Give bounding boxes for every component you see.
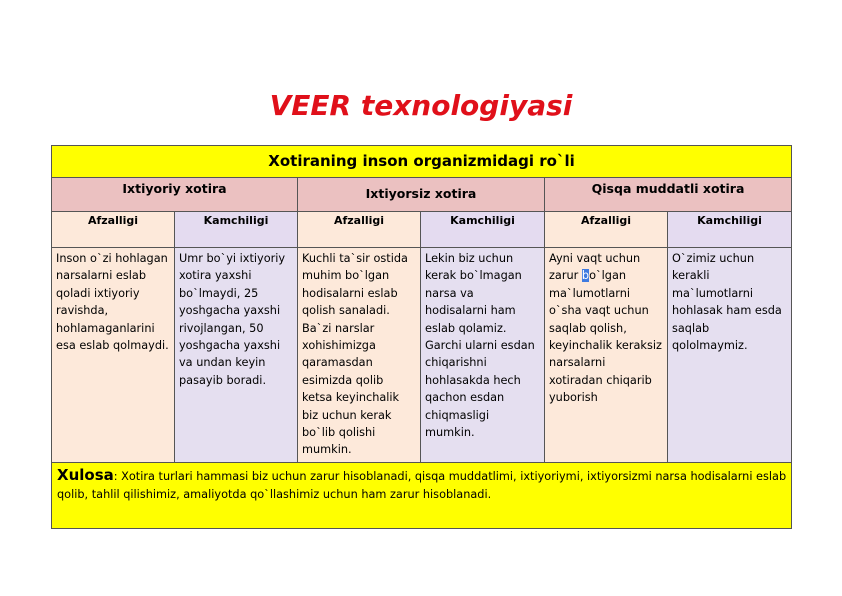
subheader-advantage: Afzalligi (298, 212, 421, 248)
table-cell: O`zimiz uchun kerakli ma`lumotlarni hohlasak ham esda saqlab qololmaymiz. (668, 248, 792, 463)
conclusion-label: Xulosa (57, 466, 114, 484)
type-label: Ixtiyoriy xotira (122, 181, 227, 196)
type-short-term-memory (545, 178, 792, 212)
document-title: VEER texnologiyasi (269, 89, 573, 122)
table-cell: Kuchli ta`sir ostida muhim bo`lgan hodisalarni eslab qolish sanaladi. Ba`zi narslar xohishimizga qaramasdan esimizda qolib ketsa keyinchalik biz uchun kerak bo`lib qolishi mumkin. (298, 248, 421, 463)
conclusion-row (52, 463, 792, 529)
conclusion-text: : Xotira turlari hammasi biz uchun zarur hisoblanadi, qisqa muddatlimi, ixtiyoriymi, ixtiyorsizmi narsa hodisalarni eslab qolib, tahlil qilishimiz, amaliyotda qo`llashimiz uchun ham zarur hisoblanadi. (57, 470, 787, 501)
type-label: Qisqa muddatli xotira (591, 181, 745, 196)
table-cell[interactable]: Ayni vaqt uchun zarur bo`lgan ma`lumotlarni o`sha vaqt uchun saqlab qolish, keyinchalik keraksiz narsalarni xotiradan chiqarib yuborish (545, 248, 668, 463)
text-cursor-selection[interactable]: b (581, 269, 590, 283)
memory-table (51, 145, 792, 529)
table-cell: Lekin biz uchun kerak bo`lmagan narsa va hodisalarni ham eslab qolamiz. Garchi ularni esdan chiqarishni hohlasakda hech qachon esdan chiqmasligi mumkin. (421, 248, 545, 463)
type-label: Ixtiyorsiz xotira (365, 186, 477, 201)
subheader-disadvantage: Kamchiligi (175, 212, 298, 248)
subheader-advantage: Afzalligi (52, 212, 175, 248)
type-voluntary-memory (52, 178, 298, 212)
table-heading: Xotiraning inson organizmidagi ro`li (52, 146, 792, 178)
table-cell: Umr bo`yi ixtiyoriy xotira yaxshi bo`lmaydi, 25 yoshgacha yaxshi rivojlangan, 50 yoshgacha yaxshi va undan keyin pasayib boradi. (175, 248, 298, 463)
type-involuntary-memory (298, 178, 545, 212)
table-cell: Inson o`zi hohlagan narsalarni eslab qoladi ixtiyoriy ravishda, hohlamaganlarini esa eslab qolmaydi. (52, 248, 175, 463)
subheader-disadvantage: Kamchiligi (668, 212, 792, 248)
subheader-advantage: Afzalligi (545, 212, 668, 248)
subheader-disadvantage: Kamchiligi (421, 212, 545, 248)
